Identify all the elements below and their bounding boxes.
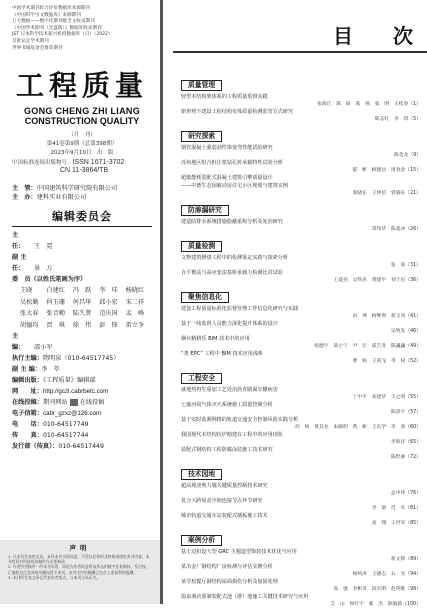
article-authors: 张晓东 王仲培 曾晓东（21）: [352, 191, 421, 196]
member: 李 珪: [99, 287, 118, 295]
article-title[interactable]: 钢管混凝土强弱劲性梁变弯性能试验研究: [181, 145, 273, 151]
article-title[interactable]: 建造防排水系统措施隐蔽重构分析及处治研究: [181, 219, 283, 225]
article-title[interactable]: 超低能耗装配式混凝土建筑引擎质量设计: [181, 175, 273, 181]
index-line: 万方数据——数字化期刊群全文收录期刊: [12, 19, 95, 25]
publication-cycle: （月 刊）: [68, 132, 96, 139]
member: 孟 峰: [125, 310, 145, 318]
director: 王 霓: [34, 243, 53, 251]
member: 何昌华: [72, 298, 92, 306]
editor: 邵小军: [34, 344, 53, 352]
member: 杨晓红: [125, 287, 145, 295]
committee-divider: [12, 226, 152, 227]
member: 冯 跃: [72, 287, 92, 295]
index-line: 世界书城基金会推荐期刊: [12, 45, 63, 51]
article-authors: 陈思宇（57）: [390, 410, 421, 415]
journal-logo: 工程质量: [15, 69, 148, 103]
toc-section: [181, 284, 421, 365]
section-title: 工程安全: [181, 373, 222, 384]
site-label: 网 址：: [12, 388, 43, 396]
article-title[interactable]: 基于一线监督人员能力深化提升体系的设计: [181, 321, 278, 327]
index-line: 首批认定学术期刊: [12, 38, 49, 44]
article-title[interactable]: 文物建筑修缮工程中的检测鉴定实践与探索分析: [181, 255, 288, 261]
vice-editor-label: 副 主 编：: [12, 366, 42, 374]
article-title[interactable]: 烟台精耕乐 BIM 技术中的应用: [181, 336, 250, 342]
section-title: 防渗漏研究: [181, 205, 229, 216]
article-title[interactable]: 就地热再生重加工艺处治沥青路面车辙病害: [181, 387, 278, 393]
article-title[interactable]: 某学校餐厅钢结构屋面损伤分析及加固处理: [181, 579, 278, 585]
index-line: 《中国学术期刊（光盘版）》数据库收录期刊: [12, 25, 102, 31]
cn-number: CN 11-3864/TB: [60, 167, 109, 175]
member: 张大春: [20, 310, 39, 318]
article-title[interactable]: 建设工程质量标准化监督管理工作信息化研究与实践: [181, 306, 299, 312]
toc-section: [181, 233, 421, 284]
issn: ISSN 1671-3702: [72, 159, 125, 167]
masthead-panel: [0, 0, 160, 604]
serial-numbers: [12, 159, 152, 175]
section-title: 研究探索: [181, 131, 222, 142]
section-title: 质量管理: [181, 80, 222, 91]
section-title: 聚焦信息化: [181, 292, 229, 303]
article-title[interactable]: 七氟丙烷气体灭火系统施工质量控制分析: [181, 402, 273, 408]
toc-section: [181, 365, 421, 461]
member: 彭 锋: [99, 321, 118, 329]
article-title[interactable]: “类 EPC” 工程中 BIM 技术应用浅析: [181, 351, 264, 357]
article-authors: 常伟华 陈基冲（26）: [371, 227, 421, 232]
member: 何玉珊: [46, 298, 65, 306]
journal-pinyin: GONG CHENG ZHI LIANG: [24, 106, 140, 117]
arrow-icon: [70, 399, 78, 406]
section-title: 案例分析: [181, 535, 222, 546]
vice-director-label: 副 主 任：: [12, 254, 27, 273]
index-line: 中国学术期刊综合评价数据库来源期刊: [12, 6, 91, 11]
exec-editor: 隋明泉（010-64517745）: [42, 355, 120, 363]
declaration-line: 2. 作者所投稿件一经本刊录用，即视为作者同意将该作品的数字化复制权、发行权、汇编权及信息网络传播权授予本刊，本刊支付的稿酬已包含上述权利的报酬。: [8, 564, 150, 575]
email-label: 电子信箱：: [12, 410, 43, 418]
submit-site[interactable]: 期刊网站: [42, 399, 68, 407]
toc-header: [163, 0, 427, 72]
declaration-line: 3. 本刊所发表文章仅代表作者观点，与本刊立场无关。: [8, 574, 101, 580]
toc-title-rule: [173, 51, 427, 53]
member: 雷立争: [125, 321, 145, 329]
article-title[interactable]: 复合大跨屋盖空间连接节点环节研究: [181, 498, 263, 504]
article-authors: 倪德宇 葛小宁 尹 宏 霍吉冬 陈巍巍（49）: [314, 344, 421, 349]
sponsor-label: 主 管：: [12, 185, 37, 193]
sponsor: 中国建筑科学研究院有限公司: [36, 185, 118, 193]
article-authors: 高 翔 王世军（85）: [371, 521, 421, 526]
article-authors: 陈恺豪（72）: [390, 455, 421, 460]
article-title[interactable]: 温泉酒店预制装配式池（泄）池施工关键技术研究与应用: [181, 594, 309, 600]
member: 王晓: [20, 287, 33, 295]
article-authors: 高 强 李彬奇 段宏明 赵英维（98）: [333, 587, 421, 592]
toc-title: 目 次: [333, 24, 423, 48]
member-list: [12, 285, 152, 331]
submit-suffix: 在线投稿: [79, 399, 105, 407]
declaration-title: 声明: [69, 544, 91, 552]
section-title: 质量检测: [181, 241, 222, 252]
article-authors: 何 炳 黄其龙 朱殿明 黄 彬 王东学 李 勇（60）: [294, 425, 421, 430]
member: 胡德均: [20, 321, 39, 329]
article-title[interactable]: 新形势下建设工程结构实体质量检测监管方式研究: [181, 109, 294, 115]
article-authors: 田 坤 杨继资 蒋玉凤（41）: [352, 314, 421, 319]
publication-date: 2023年9月10日 出 版: [50, 150, 114, 157]
table-of-contents: [163, 0, 427, 607]
member: 徐 伟: [72, 321, 92, 329]
organizer-label: 主 办：: [12, 194, 37, 202]
member: 贾 琪: [46, 321, 65, 329]
organizer: 建科实业有限公司: [36, 194, 87, 202]
index-line: JST 日本科学技术振兴机构数据库（日）（2022）: [12, 32, 113, 38]
site-url[interactable]: http://gczl.cabrbetc.com: [42, 388, 109, 396]
article-authors: 丁中平 朱建华 王之明（55）: [352, 395, 421, 400]
sponsor-block: [12, 184, 152, 202]
article-title[interactable]: 苏州地区组合桩注浆钻孔桩承载特性试验分析: [181, 160, 283, 166]
fax-label: 传 真：: [12, 432, 43, 440]
toc-section: [181, 123, 421, 197]
article-title[interactable]: 基于迈扣设大型 GRC 主题造型饰装技术优化与应用: [181, 549, 297, 555]
article-authors: 杨鸣涛 王德志 石 光（94）: [352, 572, 421, 577]
toc-section: [181, 72, 421, 123]
article-authors: 曹 杨 王茵飞 李 权（52）: [352, 359, 421, 364]
members-label: 委 员（以姓氏笔画为序）: [12, 276, 87, 284]
journal-english-name: CONSTRUCTION QUALITY: [24, 116, 140, 127]
article-authors: 郁 彬 顾德昌 周春金（15）: [352, 168, 421, 173]
article-title[interactable]: 城市轨道交通车站装配式墙板施工技术: [181, 513, 268, 519]
member: 吴松勤: [20, 298, 39, 306]
article-title[interactable]: 自平衡法与高应变法基桩承载力检测比对试验: [181, 270, 283, 276]
editing-dept: 《工程质量》编辑部: [42, 377, 96, 385]
editing-label: 编辑出版：: [12, 377, 43, 385]
phone-label: 电 话：: [12, 421, 43, 429]
article-authors: 张海江 陈 研 荻 敖 张 明 辛桂春（1）: [317, 102, 421, 107]
article-authors: 蒋文辉（89）: [390, 557, 421, 562]
editor-label: 主 编：: [12, 333, 25, 352]
dist-phone: 010-64517449: [58, 443, 104, 451]
fax: 010-64517744: [42, 432, 89, 440]
toc-body: [163, 72, 427, 608]
article-authors: 李和洋（65）: [390, 440, 421, 445]
article-authors: 艾 山 侯红宇 郝 杰 陈毅新（100）: [330, 602, 421, 607]
member: 范庆国: [99, 310, 118, 318]
dist-label: 发行部（传真）：: [12, 443, 59, 451]
submit-label: 在线投稿：: [12, 399, 43, 407]
article-title[interactable]: 我国现代木结构抗炉精建在工程中的应用现状: [181, 432, 283, 438]
email[interactable]: cabr_gzxz@126.com: [42, 410, 102, 418]
section-title: 技术园地: [181, 469, 222, 480]
member: 宋二祥: [125, 298, 145, 306]
toc-section: [181, 197, 421, 233]
vice-director: 景 万: [34, 265, 53, 273]
phone: 010-64517749: [42, 421, 89, 429]
declaration-box: [0, 540, 160, 604]
article-title[interactable]: 轻型木结构架体系的工程质量监督实践: [181, 94, 268, 100]
member: 陆久贤: [72, 310, 92, 318]
director-label: 主 任：: [12, 232, 25, 251]
article-title[interactable]: 某冶金厂钢结构厂房检测与评估实例分析: [181, 564, 273, 570]
article-authors: 张 南（31）: [390, 263, 421, 268]
member: 白建红: [46, 287, 65, 295]
member: 邱小宏: [99, 298, 118, 306]
toc-section: [181, 461, 421, 527]
index-list: [12, 6, 152, 52]
member: 张音勤: [46, 310, 65, 318]
article-authors: 李 梁 肖 军（81）: [371, 506, 421, 511]
article-authors: 王延亮 吴铁君 黄建平 刘宁民（36）: [333, 278, 421, 283]
vice-editor: 李 萃: [41, 366, 60, 374]
declaration-line: 1. 凡本刊发表的文章，未经本刊书面同意，不得以任何形式转载或使用本刊内容。本刊有权对所接收的稿件作必要修改。: [8, 554, 150, 565]
article-authors: 陈金龙（9）: [393, 153, 421, 158]
article-title[interactable]: 基于实时监测网格的轨道交通安全控制风险实践分析: [181, 417, 299, 423]
article-authors: 陈志红 李 琪（5）: [374, 117, 421, 122]
article-authors: 吴致发（46）: [390, 329, 421, 334]
serial-label: 中国标准连续出版物号：: [12, 160, 73, 167]
article-authors: 孟中伟（76）: [390, 491, 421, 496]
article-title[interactable]: ——中德生态园被动房住宅小区规划与建筑实例: [181, 183, 288, 189]
issue-number: 第41卷第9期（总第398期）: [46, 141, 118, 148]
article-title[interactable]: 装配式钢结构工程防腐涂装施工技术研究: [181, 447, 273, 453]
toc-section: [181, 527, 421, 608]
exec-editor-label: 执行主编：: [12, 355, 43, 363]
committee-title: 编辑委员会: [52, 210, 112, 224]
article-title[interactable]: 超高现浇剪力墙关键质量控制技术研究: [181, 483, 268, 489]
index-line: 《中国科学引文数据库》来源期刊: [12, 12, 81, 18]
